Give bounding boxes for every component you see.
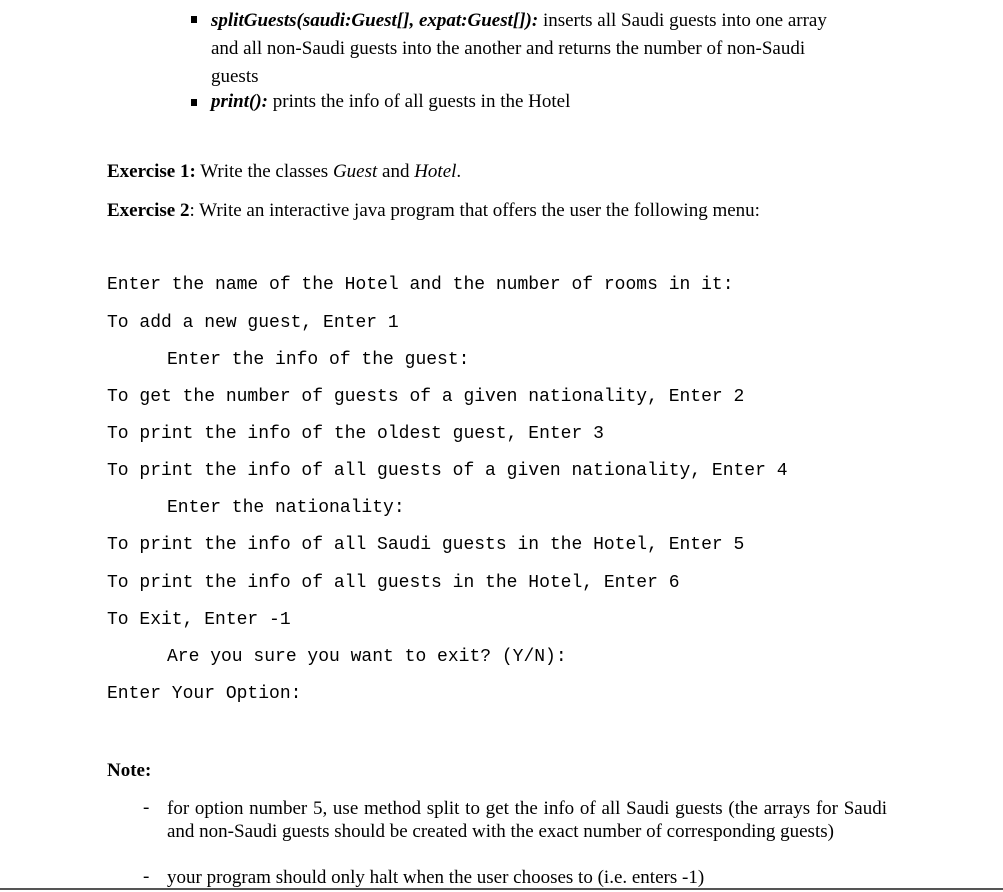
- exercise-2: [107, 199, 760, 223]
- exercise-text: .: [456, 161, 462, 182]
- method-split-guests: [211, 8, 871, 34]
- dash-icon: -: [143, 797, 150, 818]
- bullet-icon: [191, 16, 197, 23]
- menu-line: To print the info of the oldest guest, Enter 3: [107, 424, 604, 444]
- class-name: Guest: [332, 161, 378, 182]
- method-split-guests-line2: [211, 36, 805, 62]
- menu-line: Enter Your Option:: [107, 684, 302, 704]
- exercise-1: [107, 160, 461, 184]
- exercise-text: : Write an interactive java program that offers the user the following menu:: [189, 200, 760, 221]
- menu-line: To print the info of all guests in the Hotel, Enter 6: [107, 573, 680, 593]
- dash-icon: -: [143, 866, 150, 887]
- method-description: prints the info of all guests in the Hotel: [268, 91, 571, 112]
- page-divider: [0, 888, 1003, 890]
- bullet-icon: [191, 99, 197, 106]
- exercise-label: Exercise 1:: [107, 161, 196, 182]
- menu-line: Enter the nationality:: [167, 498, 405, 518]
- method-name: splitGuests(saudi:Guest[], expat:Guest[]):: [211, 10, 539, 31]
- method-description-line3: guests: [211, 66, 259, 87]
- note-item: for option number 5, use method split to get the info of all Saudi guests (the arrays for Saudi and non-Saudi guests should be created with the exact number of corresponding guests): [167, 798, 887, 842]
- menu-line: To print the info of all guests of a given nationality, Enter 4: [107, 461, 788, 481]
- menu-line: To print the info of all Saudi guests in the Hotel, Enter 5: [107, 535, 745, 555]
- method-print: [211, 89, 570, 115]
- exercise-text: Write the classes: [195, 161, 333, 182]
- menu-line: To Exit, Enter -1: [107, 610, 291, 630]
- menu-line: Are you sure you want to exit? (Y/N):: [167, 647, 567, 667]
- method-name: print():: [211, 91, 268, 112]
- note-item: your program should only halt when the user chooses to (i.e. enters -1): [167, 867, 705, 888]
- menu-line: To add a new guest, Enter 1: [107, 313, 399, 333]
- exercise-text: and: [377, 161, 415, 182]
- note-heading: Note:: [107, 760, 152, 781]
- menu-line: Enter the name of the Hotel and the number of rooms in it:: [107, 275, 734, 295]
- class-name: Hotel: [414, 161, 457, 182]
- method-description-line2: and all non-Saudi guests into the another and returns the number of non-Saudi: [211, 38, 806, 59]
- menu-line: Enter the info of the guest:: [167, 350, 470, 370]
- exercise-label: Exercise 2: [107, 200, 190, 221]
- method-description: inserts all Saudi guests into one array: [538, 10, 827, 31]
- method-split-guests-line3: [211, 64, 259, 90]
- menu-line: To get the number of guests of a given nationality, Enter 2: [107, 387, 745, 407]
